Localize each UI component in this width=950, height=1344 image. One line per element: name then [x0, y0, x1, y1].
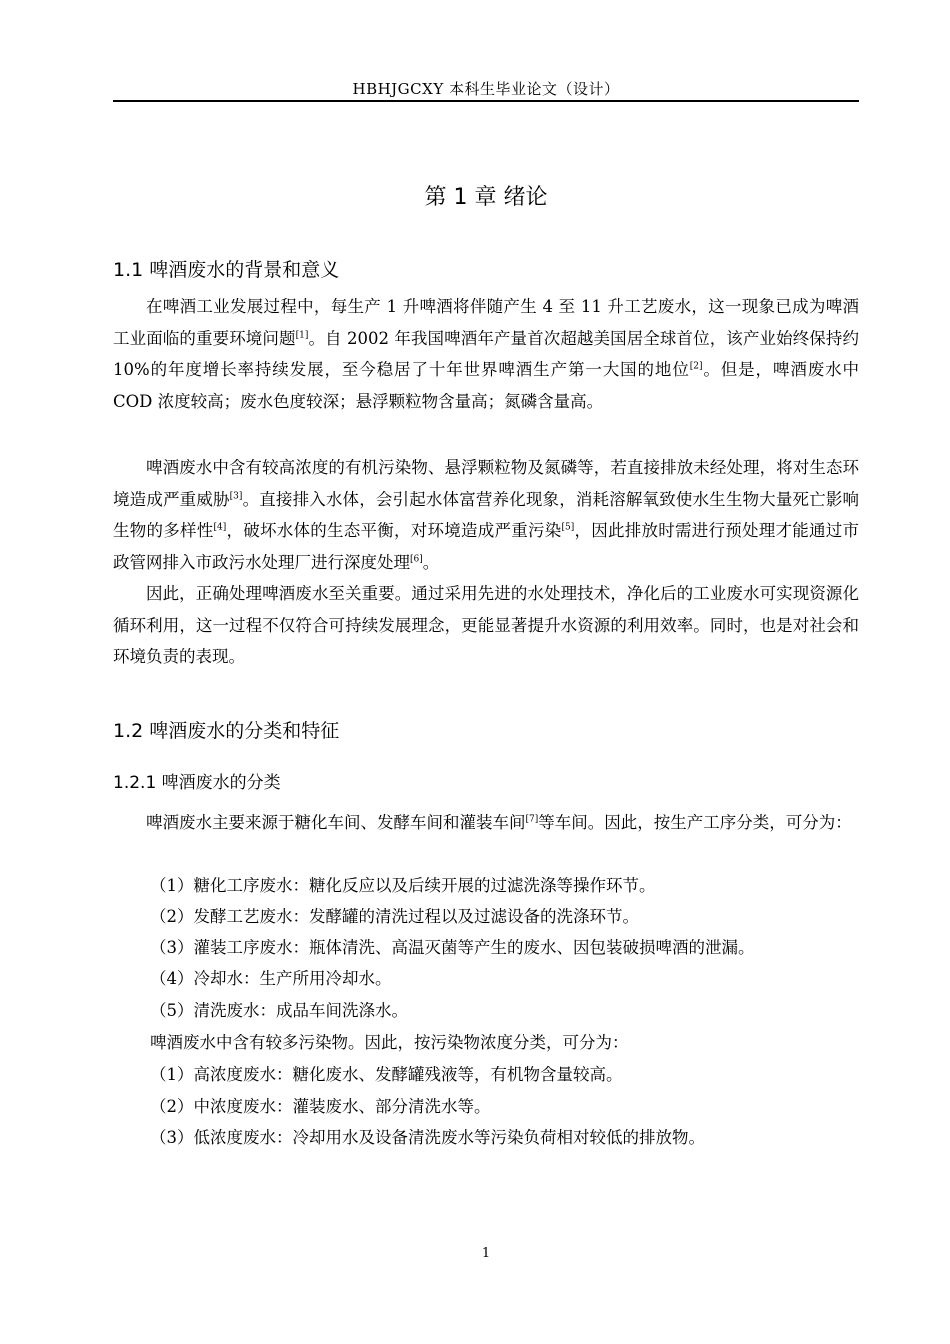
list-item: （1）高浓度废水：糖化废水、发酵罐残液等，有机物含量较高。: [150, 1065, 623, 1084]
list-item: （1）糖化工序废水：糖化反应以及后续开展的过滤洗涤等操作环节。: [150, 876, 656, 895]
chapter-title: 第 1 章 绪论: [424, 185, 548, 210]
list-item: （3）低浓度废水：冷却用水及设备清洗废水等污染负荷相对较低的排放物。: [150, 1128, 705, 1147]
paragraph-text: 。但是，啤酒废水中 COD 浓度较高；废水色度较深；悬浮颗粒物含量高；氮磷含量高。: [113, 360, 859, 411]
citation-ref: [3]: [229, 491, 243, 501]
list-item: （2）发酵工艺废水：发酵罐的清洗过程以及过滤设备的洗涤环节。: [150, 907, 639, 926]
list-intro: 啤酒废水中含有较多污染物。因此，按污染物浓度分类，可分为：: [150, 1033, 629, 1052]
list-item: （4）冷却水：生产所用冷却水。: [150, 969, 392, 988]
citation-ref: [5]: [561, 522, 575, 533]
paragraph-3: 因此，正确处理啤酒废水至关重要。通过采用先进的水处理技术，净化后的工业废水可实现资源化循环利用，这一过程不仅符合可持续发展理念，更能显著提升水资源的利用效率。同时，也是对社会和环境负责的表现。: [113, 584, 859, 666]
paragraph-text: 啤酒废水主要来源于糖化车间、发酵车间和灌装车间: [146, 813, 526, 832]
paragraph-text: 。: [422, 552, 440, 572]
citation-ref: [1]: [295, 330, 309, 340]
list-item: （3）灌装工序废水：瓶体清洗、高温灭菌等产生的废水、因包装破损啤酒的泄漏。: [150, 938, 755, 957]
page-number: 1: [481, 1246, 491, 1261]
section-heading-1-2: 1.2 啤酒废水的分类和特征: [113, 720, 340, 742]
paragraph-2: [113, 452, 859, 578]
citation-ref: [2]: [689, 361, 703, 372]
list-item: （5）清洗废水：成品车间洗涤水。: [150, 1001, 408, 1020]
header-rule: [113, 100, 859, 102]
running-header: HBHJGCXY 本科生毕业论文（设计）: [352, 80, 620, 98]
paragraph-text: 在啤酒工业发展过程中，每生产 1 升啤酒将伴随产生 4 至 11 升工艺废水，这一现象已成为啤酒工业面临的重要环境问题: [113, 297, 859, 348]
section-heading-1-1: 1.1 啤酒废水的背景和意义: [113, 259, 340, 281]
paragraph-text: 。直接排入水体，会引起水体富营养化现象，消耗溶解氧致使水生生物大量死亡影响生物的多样性: [113, 489, 860, 540]
paragraph-text: 啤酒废水中含有较高浓度的有机污染物、悬浮颗粒物及氮磷等，若直接排放未经处理，将对生态环境造成严重威胁: [113, 458, 859, 509]
citation-ref: [6]: [410, 554, 423, 564]
paragraph-text: ，破坏水体的生态平衡，对环境造成严重污染: [226, 521, 562, 540]
subsection-heading-1-2-1: 1.2.1 啤酒废水的分类: [113, 773, 281, 793]
paragraph-1: [113, 291, 859, 417]
citation-ref: [7]: [525, 814, 539, 825]
list-item: （2）中浓度废水：灌装废水、部分清洗水等。: [150, 1097, 491, 1116]
paragraph-text: 。自 2002 年我国啤酒年产量首次超越美国居全球首位，该产业始终保持约 10%的年度增长率持续发展，至今稳居了十年世界啤酒生产第一大国的地位: [113, 328, 859, 379]
paragraph-text: 等车间。因此，按生产工序分类，可分为：: [538, 813, 852, 832]
paragraph-text: ，因此排放时需进行预处理才能通过市政管网排入市政污水处理厂进行深度处理: [113, 521, 859, 572]
citation-ref: [4]: [213, 522, 227, 533]
paragraph-4: [113, 807, 859, 839]
